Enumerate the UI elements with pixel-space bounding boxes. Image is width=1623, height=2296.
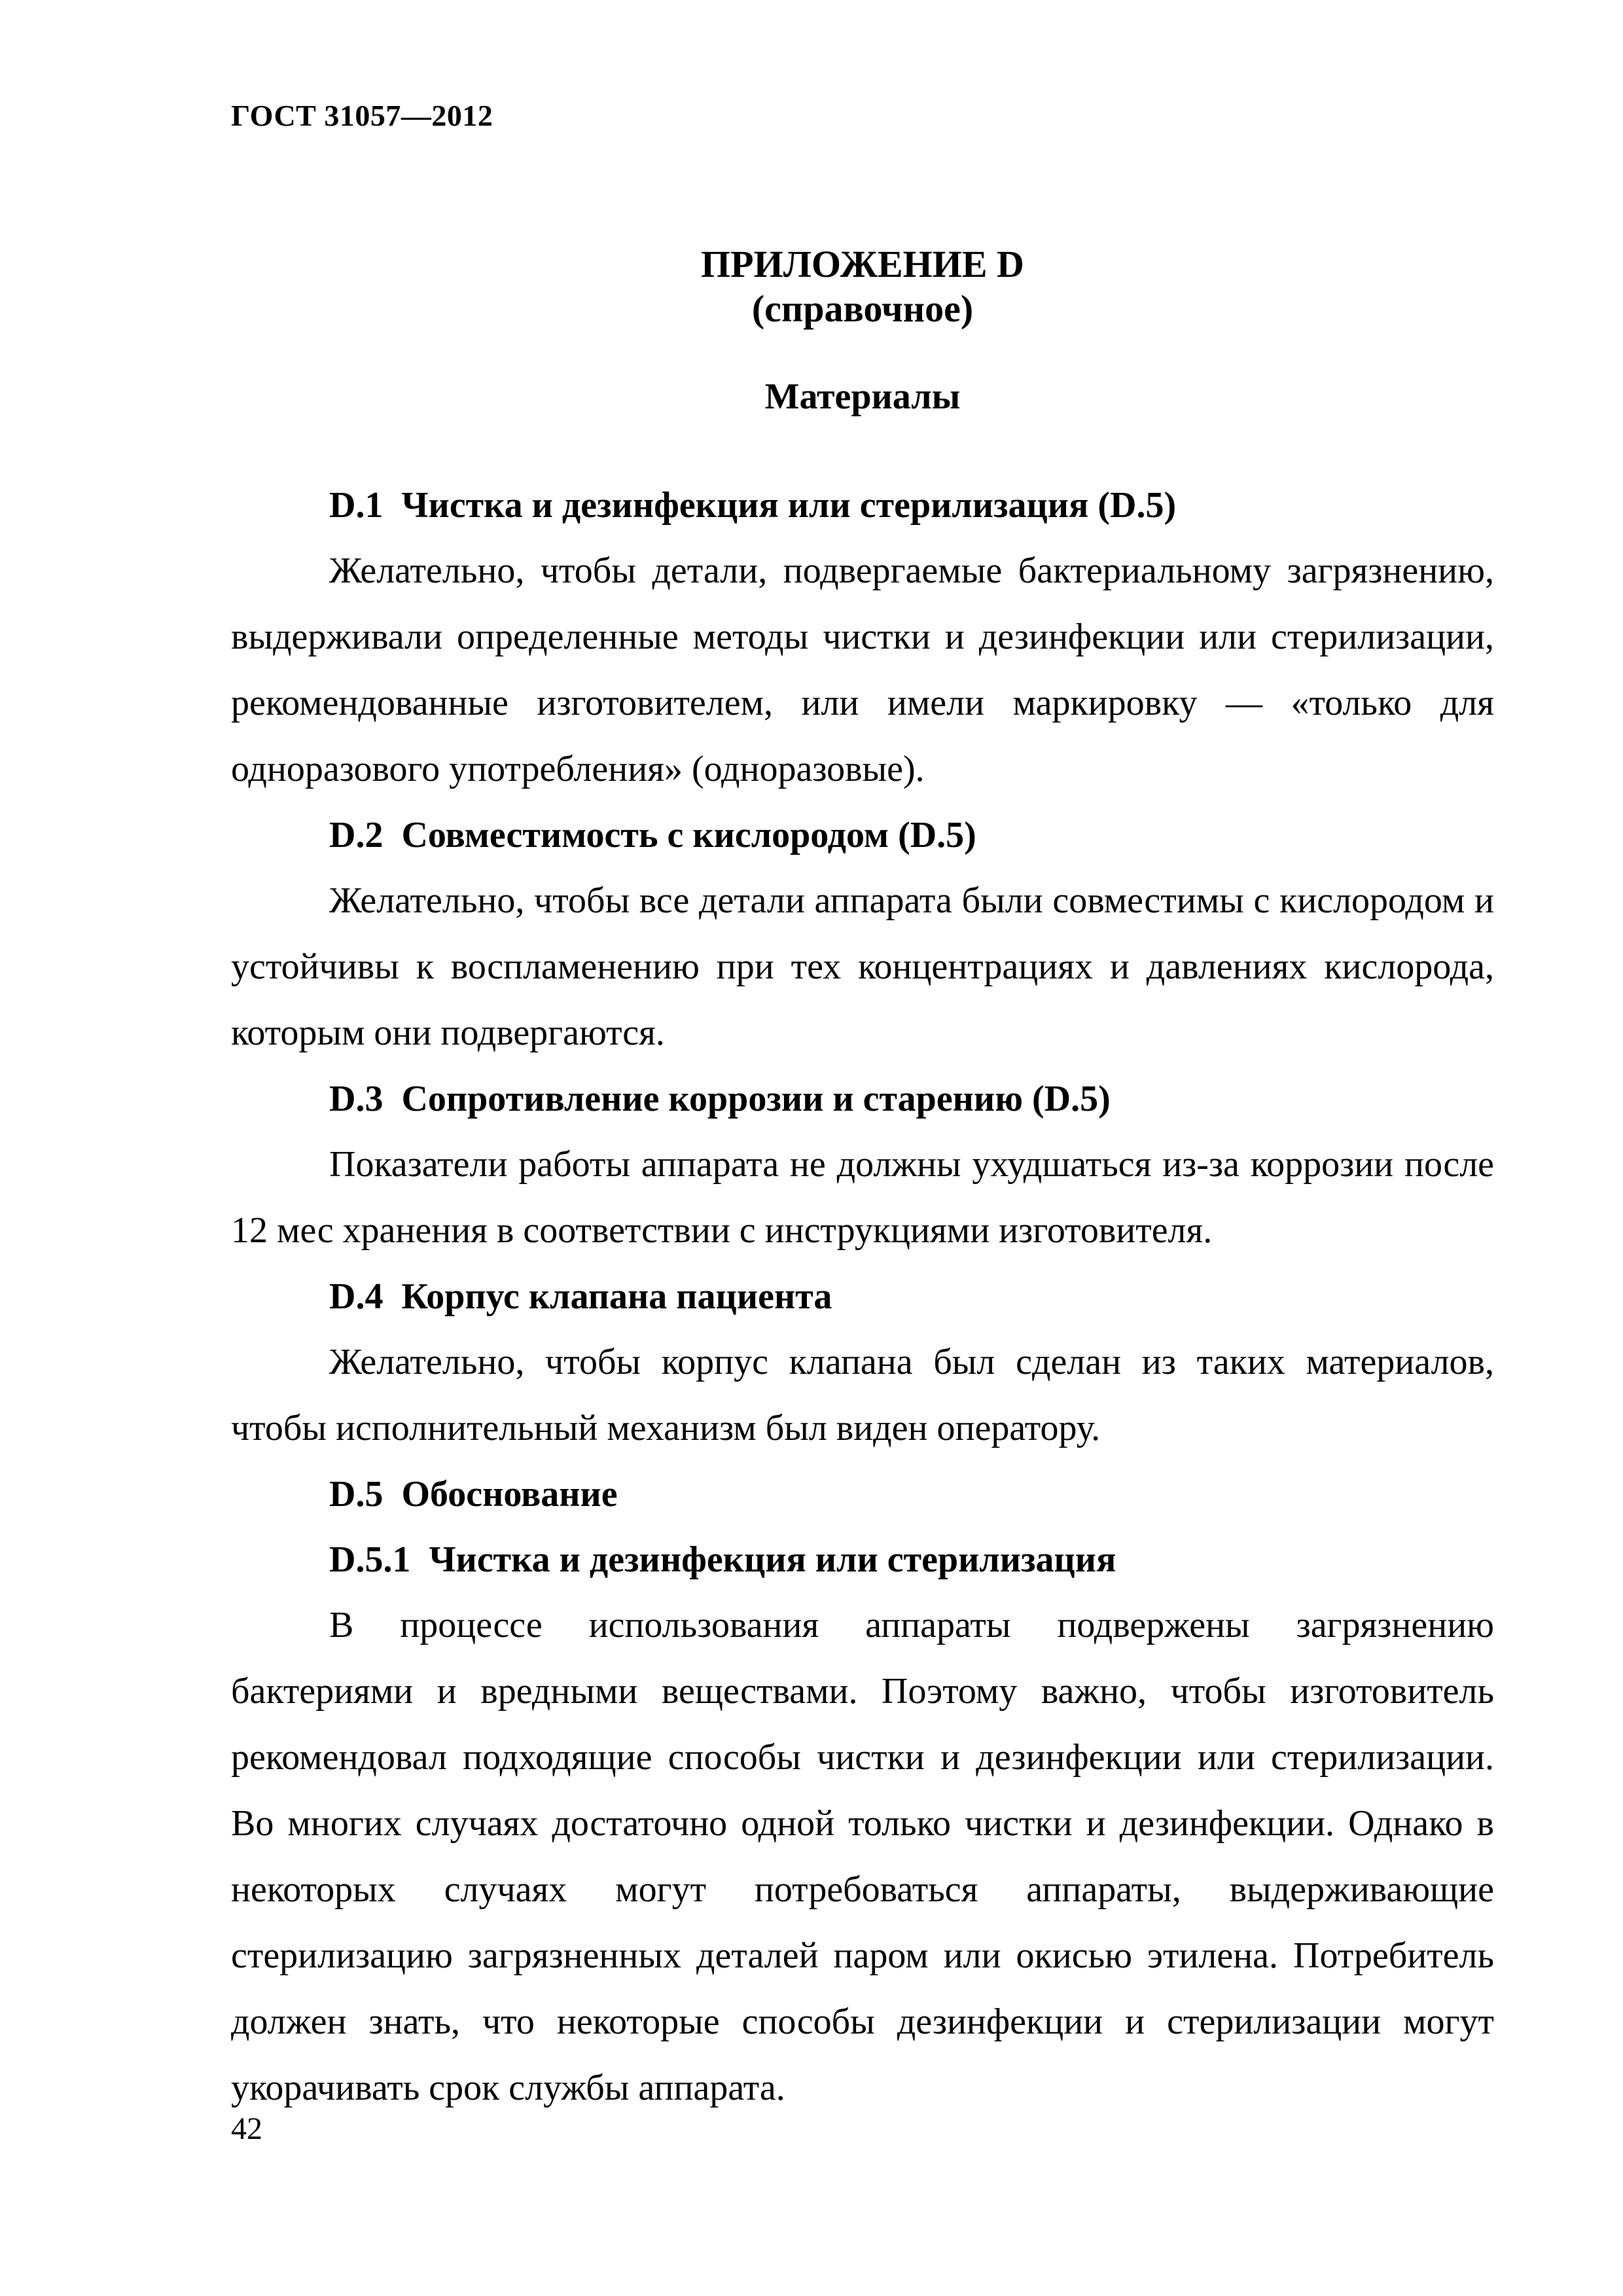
- section-number: D.3: [329, 1079, 383, 1119]
- section-heading-d5-1: [231, 1527, 1494, 1592]
- appendix-subtitle: (справочное): [751, 287, 974, 330]
- section-number: D.1: [329, 485, 383, 526]
- section-title: Совместимость с кислородом (D.5): [401, 815, 976, 855]
- section-title: Чистка и дезинфекция или стерилизация (D.5): [401, 485, 1177, 526]
- section-number: D.5: [329, 1474, 383, 1515]
- appendix-heading: Материалы: [764, 376, 961, 417]
- page-number: 42: [231, 2111, 262, 2146]
- section-number: D.4: [329, 1276, 383, 1317]
- section-text-d5-1: В процессе использования аппараты подвержены загрязнению бактериями и вредными веществами. Поэтому важно, чтобы изготовитель рекомендовал подходящие способы чистки и дезинфекции или стерилизации. Во многих случаях достаточно одной только чистки и дезинфекции. Однако в некоторых случаях могут потребоваться аппараты, выдерживающие стерилизацию загрязненных деталей паром или окисью этилена. Потребитель должен знать, что некоторые способы дезинфекции и стерилизации могут укорачивать срок службы аппарата.: [231, 1605, 1494, 2108]
- section-text-d2: Желательно, чтобы все детали аппарата были совместимы с кислородом и устойчивы к воспламенению при тех концентрациях и давлениях кислорода, которым они подвергаются.: [231, 880, 1494, 1053]
- section-title: Обоснование: [401, 1474, 618, 1515]
- section-heading-d2: [231, 802, 1494, 868]
- section-title: Сопротивление коррозии и старению (D.5): [401, 1079, 1111, 1119]
- section-number: D.2: [329, 815, 383, 855]
- section-heading-d4: [231, 1264, 1494, 1329]
- appendix-body: [231, 473, 1494, 2121]
- section-number: D.5.1: [329, 1539, 411, 1580]
- appendix-title: ПРИЛОЖЕНИЕ D: [701, 243, 1024, 285]
- section-title: Чистка и дезинфекция или стерилизация: [429, 1539, 1116, 1580]
- section-text-d3: Показатели работы аппарата не должны ухудшаться из-за коррозии после 12 мес хранения в соответствии с инструкциями изготовителя.: [231, 1144, 1494, 1251]
- section-heading-d1: [231, 473, 1494, 538]
- section-heading-d5: [231, 1462, 1494, 1527]
- standard-header: ГОСТ 31057—2012: [231, 99, 493, 132]
- section-title: Корпус клапана пациента: [401, 1276, 832, 1317]
- section-text-d4: Желательно, чтобы корпус клапана был сделан из таких материалов, чтобы исполнительный механизм был виден оператору.: [231, 1342, 1494, 1448]
- section-heading-d3: [231, 1066, 1494, 1132]
- section-text-d1: Желательно, чтобы детали, подвергаемые бактериальному загрязнению, выдерживали определенные методы чистки и дезинфекции или стерилизации, рекомендованные изготовителем, или имели маркировку — «только для одноразового употребления» (одноразовые).: [231, 550, 1494, 789]
